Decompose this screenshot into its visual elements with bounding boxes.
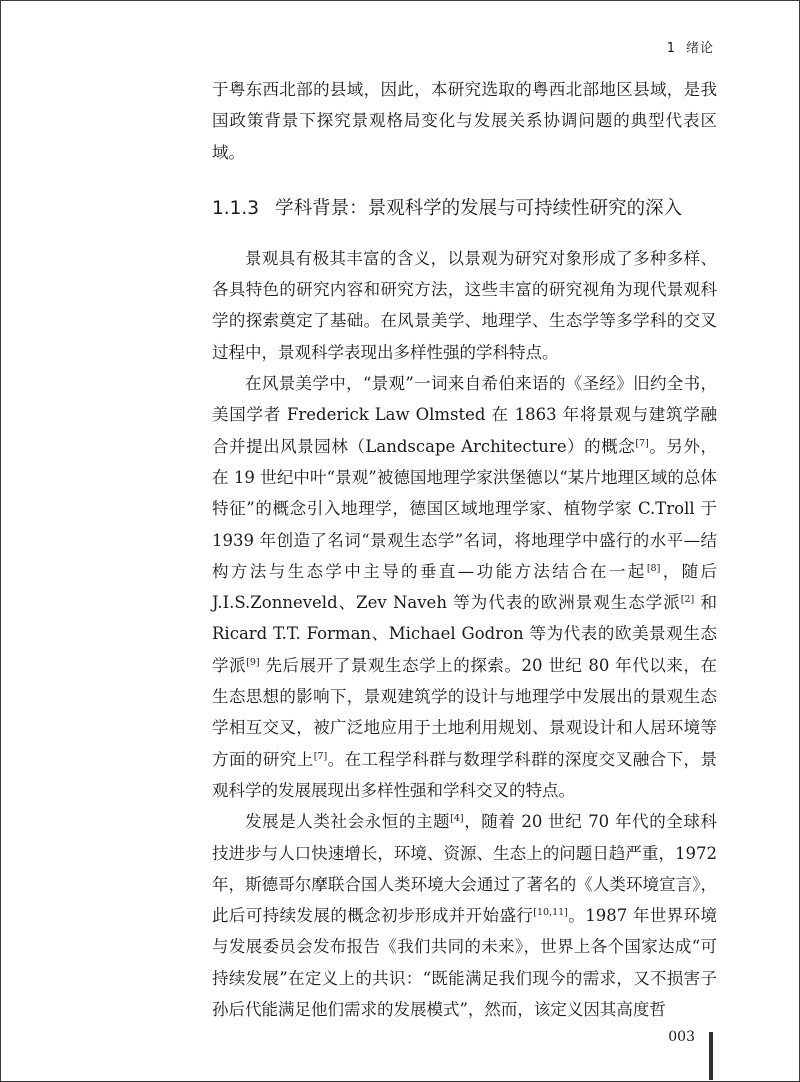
text-segment: 发展是人类社会永恒的主题 — [245, 812, 451, 832]
citation-ref: [4] — [450, 813, 464, 825]
text-segment: 。在工程学科群与数理学科群的深度交叉融合下，景观科学的发展展现出多样性强和学科交叉的特点。 — [212, 749, 718, 800]
chapter-number: 1 — [666, 41, 676, 56]
running-header — [667, 37, 714, 56]
text-segment: 。另外，在 19 世纪中叶“景观”被德国地理学家洪堡德以“某片地理区域的总体特征”的概念引入地理学，德国区域地理学家、植物学家 C.Troll 于 1939 年创造了名词“景观生态学”名词，将地理学中盛行的水平—结构方法与生态学中主导的垂直—功能方法结合在一起 — [212, 436, 717, 581]
section-number: 1.1.3 — [212, 197, 260, 219]
text-segment: 和 Ricard T.T. Forman、Michael Godron 等为代表的欧美景观生态学派 — [212, 593, 718, 675]
section-heading — [212, 195, 717, 223]
paragraph-intro: 于粤东西北部的县域，因此，本研究选取的粤西北部地区县域，是我国政策背景下探究景观格局变化与发展关系协调问题的典型代表区域。 — [212, 80, 717, 162]
thumb-bar — [709, 1032, 713, 1080]
text-segment: 先后展开了景观生态学上的探索。20 世纪 80 年代以来，在生态思想的影响下，景观建筑学的设计与地理学中发展出的景观生态学相互交叉，被广泛地应用于土地利用规划、景观设计和人居环境等方面的研究上 — [212, 655, 717, 769]
body-text — [212, 74, 717, 1025]
citation-ref: [7] — [313, 750, 328, 762]
citation-ref: [9] — [246, 656, 260, 668]
paragraph-landscape-history — [212, 368, 717, 806]
chapter-title: 绪论 — [685, 41, 714, 56]
section-title: 学科背景：景观科学的发展与可持续性研究的深入 — [275, 197, 683, 219]
text-segment: ，随着 20 世纪 70 年代的全球科技进步与人口快速增长，环境、资源、生态上的问题日趋严重，1972 年，斯德哥尔摩联合国人类环境大会通过了著名的《人类环境宣言》，此后可持续发展的概念初步形成并开始盛行 — [212, 812, 717, 926]
citation-ref: [10,11] — [533, 907, 568, 919]
text-segment: 。1987 年世界环境与发展委员会发布报告《我们共同的未来》，世界上各个国家达成“可持续发展”在定义上的共识：“既能满足我们现今的需求，又不损害子孙后代能满足他们需求的发展模式”，然而，该定义因其高度哲 — [212, 906, 717, 1020]
paragraph-sustainable-development — [212, 806, 717, 1025]
text-segment: 在风景美学中，“景观”一词来自希伯来语的《圣经》旧约全书，美国学者 Frederick Law Olmsted 在 1863 年将景观与建筑学融合并提出风景园林（Landscape Architecture）的概念 — [212, 374, 717, 456]
citation-ref: [7] — [635, 437, 649, 449]
citation-ref: [8] — [646, 562, 661, 574]
page-number: 003 — [668, 1029, 695, 1045]
text-segment: ，随后 J.I.S.Zonneveld、Zev Naveh 等为代表的欧洲景观生态学派 — [212, 561, 718, 613]
citation-ref: [2] — [680, 594, 695, 606]
paragraph-landscape-meaning: 景观具有极其丰富的含义，以景观为研究对象形成了多种多样、各具特色的研究内容和研究方法，这些丰富的研究视角为现代景观科学的探索奠定了基础。在风景美学、地理学、生态学等多学科的交叉过程中，景观科学表现出多样性强的学科特点。 — [212, 248, 717, 362]
